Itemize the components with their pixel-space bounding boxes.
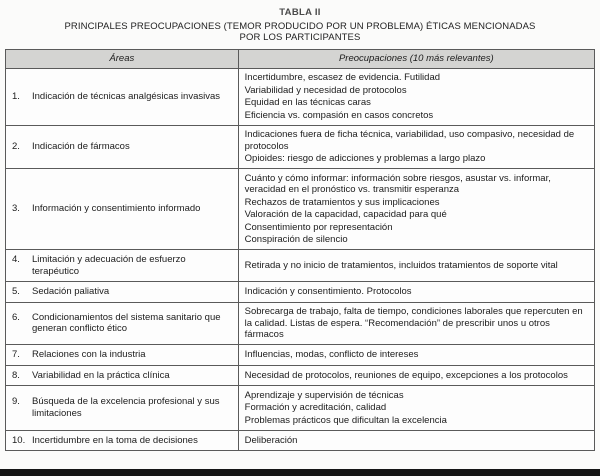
row-number: 9. [12, 396, 20, 408]
concerns-cell [238, 282, 594, 303]
concern-line: Cuánto y cómo informar: información sobre riesgos, asustar vs. informar, veracidad en el pronóstico vs. transmitir esperanza [244, 172, 551, 195]
area-cell [6, 302, 239, 345]
concern-line: Eficiencia vs. compasión en casos concretos [244, 109, 434, 121]
concern-line: Influencias, modas, conflicto de intereses [244, 349, 419, 360]
area-cell [6, 345, 239, 366]
area-cell [6, 282, 239, 303]
concern-line: Valoración de la capacidad, capacidad para qué [244, 209, 447, 220]
table-row [6, 125, 595, 169]
concern-line: Opioides: riesgo de adicciones y problemas a largo plazo [244, 153, 486, 164]
area-cell [6, 68, 239, 125]
table-row [6, 430, 595, 451]
area-cell [6, 250, 239, 282]
concerns-cell [238, 125, 594, 169]
area-cell [6, 125, 239, 169]
concern-line: Incertidumbre, escasez de evidencia. Futilidad [244, 72, 441, 83]
page-bottom-rule [0, 469, 600, 476]
concern-line: Formación y acreditación, calidad [244, 402, 387, 413]
concerns-cell [238, 169, 594, 250]
concern-line: Problemas prácticos que dificultan la excelencia [244, 414, 447, 426]
row-number: 8. [12, 369, 20, 381]
concerns-cell [238, 250, 594, 282]
concern-line: Indicación y consentimiento. Protocolos [244, 286, 412, 297]
area-label: Condicionamientos del sistema sanitario que generan conflicto ético [32, 311, 221, 335]
concern-line: Sobrecarga de trabajo, falta de tiempo, condiciones laborales que repercuten en la calidad. Listas de espera. “Recomendación” de prescribir unos u otros fármacos [244, 306, 583, 340]
table-caption-line2: POR LOS PARTICIPANTES [239, 32, 361, 43]
row-number: 2. [12, 141, 20, 152]
area-label: Sedación paliativa [32, 286, 110, 297]
row-number: 4. [12, 254, 20, 265]
area-cell [6, 365, 239, 386]
row-number: 3. [12, 203, 20, 215]
area-cell [6, 169, 239, 250]
area-label: Incertidumbre en la toma de decisiones [32, 434, 198, 446]
header-preocupaciones: Preocupaciones (10 más relevantes) [238, 50, 594, 69]
concern-line: Indicaciones fuera de ficha técnica, variabilidad, uso compasivo, necesidad de protocolos [244, 129, 575, 152]
table-number-title: TABLA II [279, 7, 321, 18]
row-number: 10. [12, 434, 26, 446]
concern-line: Necesidad de protocolos, reuniones de equipo, excepciones a los protocolos [244, 369, 568, 381]
area-label: Variabilidad en la práctica clínica [32, 369, 170, 381]
concerns-cell [238, 386, 594, 431]
area-label: Relaciones con la industria [32, 349, 146, 360]
concern-line: Conspiración de silencio [244, 234, 348, 245]
concern-line: Consentimiento por representación [244, 221, 393, 233]
concerns-table [5, 49, 595, 451]
concern-line: Rechazos de tratamientos y sus implicaciones [244, 196, 440, 208]
concern-line: Variabilidad y necesidad de protocolos [244, 84, 407, 96]
concern-line: Aprendizaje y supervisión de técnicas [244, 389, 404, 401]
table-row [6, 302, 595, 345]
concern-line: Equidad en las técnicas caras [244, 97, 371, 108]
table-body [6, 68, 595, 451]
area-cell [6, 386, 239, 431]
concern-line: Retirada y no inicio de tratamientos, incluidos tratamientos de soporte vital [244, 259, 558, 271]
table-caption-line1: PRINCIPALES PREOCUPACIONES (TEMOR PRODUCIDO POR UN PROBLEMA) ÉTICAS MENCIONADAS [64, 21, 536, 32]
concern-line: Deliberación [244, 434, 298, 446]
concerns-cell [238, 302, 594, 345]
table-row [6, 68, 595, 125]
area-cell [6, 430, 239, 451]
table-row [6, 282, 595, 303]
concerns-cell [238, 68, 594, 125]
area-label: Indicación de técnicas analgésicas invasivas [32, 90, 220, 102]
row-number: 6. [12, 311, 20, 323]
table-row [6, 365, 595, 386]
table-row [6, 250, 595, 282]
concerns-cell [238, 430, 594, 451]
table-row [6, 169, 595, 250]
concerns-cell [238, 365, 594, 386]
area-label: Indicación de fármacos [32, 141, 130, 152]
area-label: Búsqueda de la excelencia profesional y sus limitaciones [32, 396, 220, 419]
row-number: 1. [12, 90, 20, 102]
header-areas: Áreas [6, 50, 239, 69]
table-row [6, 345, 595, 366]
table-header-row [6, 50, 595, 69]
area-label: Limitación y adecuación de esfuerzo terapéutico [32, 254, 186, 277]
row-number: 7. [12, 349, 20, 360]
area-label: Información y consentimiento informado [32, 203, 201, 215]
row-number: 5. [12, 286, 20, 297]
table-row [6, 386, 595, 431]
table-title-block [0, 0, 600, 43]
concerns-cell [238, 345, 594, 366]
